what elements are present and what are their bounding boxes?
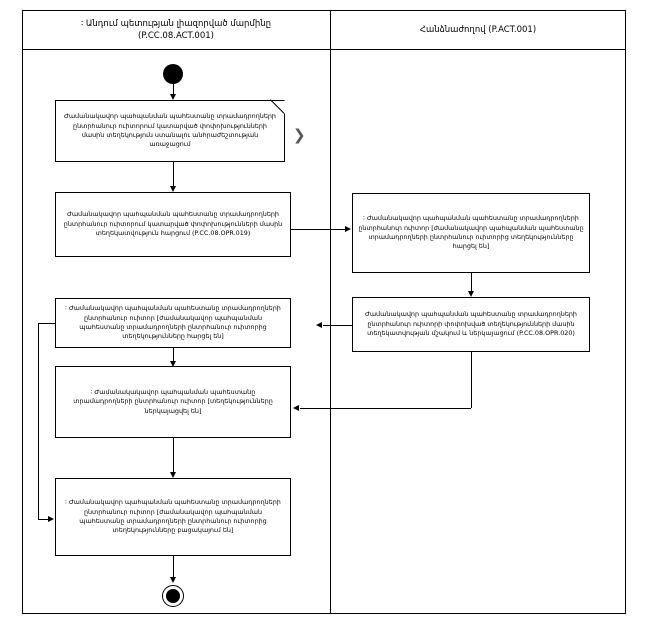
edge-note-to-action1 [173,162,174,187]
action-node-1[interactable] [55,192,291,257]
edge-loopback-top [38,323,55,324]
action-node-3-label: ∶ Ժամանակավոր պահպանման պահեստանը տրամադրողների ընտրհանուր ուիտոր [ժամանակավոր պահպանման պահեստանը տրամադրողների ընտրհանուր ուիտորից տեղեկությունները հարցել են] [65,304,281,341]
initial-node[interactable] [163,64,183,84]
edge-action5-to-action6 [173,438,174,473]
edge-action4-to-action5-arrowhead [293,405,299,411]
lane-title-right [338,24,618,36]
lane-title-left [30,18,322,42]
final-node[interactable] [162,585,184,607]
lane-title-right-line1: Հանձնաժողով (P.ACT.001) [419,25,537,35]
action-node-2[interactable] [352,193,590,273]
edge-loopback-vertical [38,323,39,520]
action-node-5-label: ∶ Ժամանակակավոր պահպանման պահեստանը տրամադրողների ընտրհանուր ուիտոր [տեղեկությունները ներկայացվել են] [73,387,273,415]
action-node-6[interactable] [55,478,291,556]
lane-header-separator [22,49,626,50]
action-node-4-label: Ժամանակավոր պահպանման պահեստանը տրամադրողների ընտրհանուր ուիտորի փոփոխված տեղեկությունների մասին տեղեկատվության մշակում և ներկայացում (P.CC.08.OPR.020) [365,310,577,338]
edge-loopback-arrowhead [48,516,54,522]
action-node-1-label: Ժամանակավոր պահպանման պահեստանը տրամադրողների ընտրհանուր ուիտորում կատարված փոփոխությունների մասին տեղեկատվություն հարցում (P.CC.08.OPR.019) [63,210,283,238]
lane-title-left-line1: ∶ Անդում պետության լիազորված մարմինը [80,19,271,29]
lane-divider-vertical [330,10,331,614]
edge-action6-to-final [173,556,174,578]
action-node-4[interactable] [352,297,590,352]
action-node-6-label: ∶ Ժամանակավոր պահպանման պահեստանը տրամադրողների ընտրհանուր ուիտոր [ժամանակավոր պահպանման պահեստանը տրամադրողների ընտրհանուր ուիտորից տեղեկությունները բացակայում են] [65,498,281,535]
edge-action3-to-action4 [173,348,174,362]
lane-title-left-line2: (P.CC.08.ACT.001) [138,31,214,41]
edge-action4-to-action5-horizontal [300,408,471,409]
chevron-right-icon: ❯ [293,126,306,144]
edge-action4-to-action3-arrowhead [316,322,322,328]
action-node-3[interactable] [55,298,291,348]
edge-action4-to-action3 [323,325,352,326]
action-node-2-label: ∶ Ժամանակավոր պահպանման պահեստանը տրամադրողների ընտրհանուր ուիտոր [ժամանակավոր պահպանման պահեստանը տրամադրողների ընտրհանուր ուիտորից տեղեկությունները հարցել են] [358,214,584,251]
edge-action4-to-action5-vertical [471,352,472,408]
note-text: Ժամանակավոր պահպանման պահեստանը տրամադրողների ընտրհանուր ուիտորում կատարված փոփոխությունների մասին տեղեկություն ստանալու անհրաժեշտության առաջացում [64,112,276,149]
note-comment-box [55,100,285,162]
action-node-5[interactable] [55,366,291,438]
edge-action1-to-action2-arrowhead [345,226,351,232]
edge-action1-to-action2 [291,229,346,230]
edge-action6-to-final-arrowhead [170,577,176,583]
edge-action2-to-action4 [471,273,472,292]
